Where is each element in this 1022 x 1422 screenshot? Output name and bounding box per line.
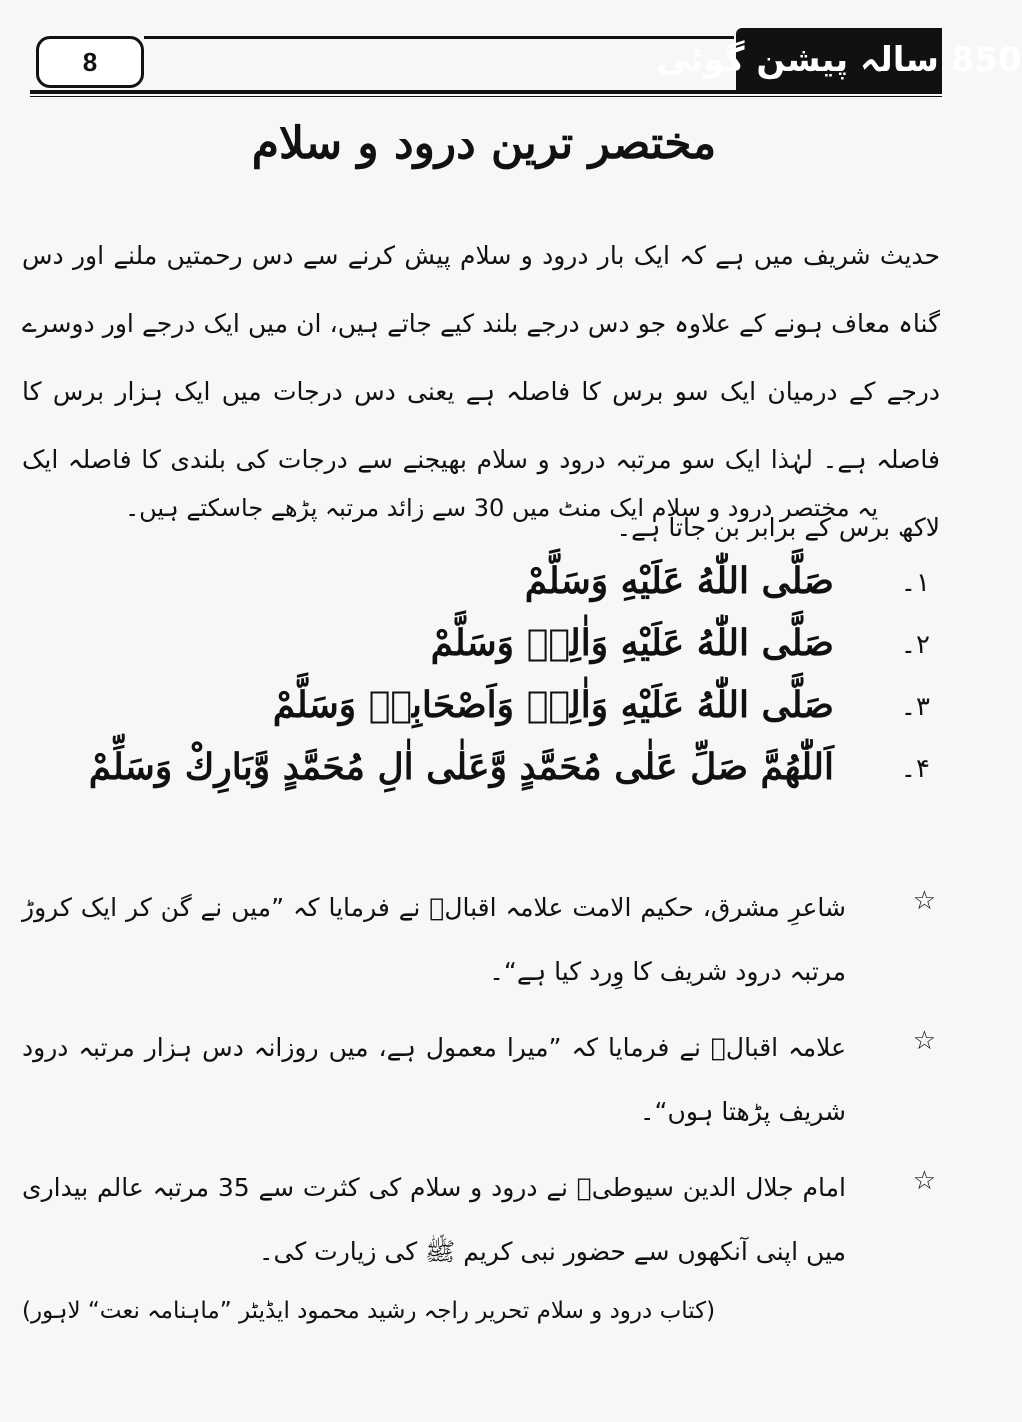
star-note-iqbal-crore: [22, 876, 940, 1004]
star-note-text: امام جلال الدین سیوطیؒ نے درود و سلام کی کثرت سے 35 مرتبہ عالم بیداری میں اپنی آنکھوں سے حضور نبی کریم ﷺ کی زیارت کی۔: [22, 1173, 846, 1266]
star-note-text: علامہ اقبالؒ نے فرمایا کہ ”میرا معمول ہے، میں روزانہ دس ہزار مرتبہ درود شریف پڑھتا ہوں“۔: [22, 1033, 846, 1126]
recitation-note: یہ مختصر درود و سلام ایک منٹ میں 30 سے زائد مرتبہ پڑھے جاسکتے ہیں۔: [125, 494, 878, 522]
header-rule-bottom: [30, 90, 942, 94]
durood-text: صَلَّى اللّٰهُ عَلَيْهِ وَاٰلِهٖ وَاَصْحَابِهٖ وَسَلَّمْ: [272, 684, 834, 726]
durood-item: [100, 560, 930, 622]
section-heading: مختصر ترین درود و سلام: [251, 118, 717, 169]
star-icon: ☆: [912, 1166, 936, 1196]
star-icon: ☆: [912, 886, 936, 916]
header-rule-bottom-thin: [30, 96, 942, 97]
durood-number: ۱۔: [900, 568, 930, 598]
durood-number: ۳۔: [900, 692, 930, 722]
durood-number: ۴۔: [900, 754, 930, 784]
page-number: 8: [36, 36, 144, 88]
hadith-paragraph: حدیث شریف میں ہے کہ ایک بار درود و سلام پیش کرنے سے دس رحمتیں ملنے اور دس گناہ معاف ہونے کے علاوہ جو دس درجے بلند کیے جاتے ہیں، ان میں ایک درجے اور دوسرے درجے کے درمیان ایک سو برس کا فاصلہ ہے یعنی دس درجات میں ایک ہزار برس کا فاصلہ ہے۔ لہٰذا ایک سو مرتبہ درود و سلام بھیجنے سے درجات کی بلندی کا فاصلہ ایک لاکھ برس کے برابر بن جاتا ہے۔: [22, 241, 940, 542]
book-title: 850 سالہ پیشن گوئی: [736, 28, 942, 90]
header-rule-top: [144, 36, 734, 39]
durood-item: [88, 746, 930, 808]
source-citation: (کتاب درود و سلام تحریر راجہ رشید محمود ایڈیٹر ”ماہنامہ نعت“ لاہور): [22, 1298, 716, 1324]
star-note-text: شاعرِ مشرق، حکیم الامت علامہ اقبالؒ نے فرمایا کہ ”میں نے گن کر ایک کروڑ مرتبہ درود شریف کا وِرد کیا ہے“۔: [22, 893, 846, 986]
durood-number: ۲۔: [900, 630, 930, 660]
durood-text: اَللّٰهُمَّ صَلِّ عَلٰى مُحَمَّدٍ وَّعَلٰى اٰلِ مُحَمَّدٍ وَّبَارِكْ وَسَلِّمْ: [88, 746, 834, 788]
durood-item: [100, 622, 930, 684]
page-header: [30, 28, 1022, 98]
star-icon: ☆: [912, 1026, 936, 1056]
star-note-suyuti: [22, 1156, 940, 1284]
star-note-iqbal-daily: [22, 1016, 940, 1144]
durood-item: [100, 684, 930, 746]
durood-text: صَلَّى اللّٰهُ عَلَيْهِ وَسَلَّمْ: [524, 560, 834, 602]
durood-list: [88, 560, 930, 808]
durood-text: صَلَّى اللّٰهُ عَلَيْهِ وَاٰلِهٖ وَسَلَّمْ: [430, 622, 834, 664]
